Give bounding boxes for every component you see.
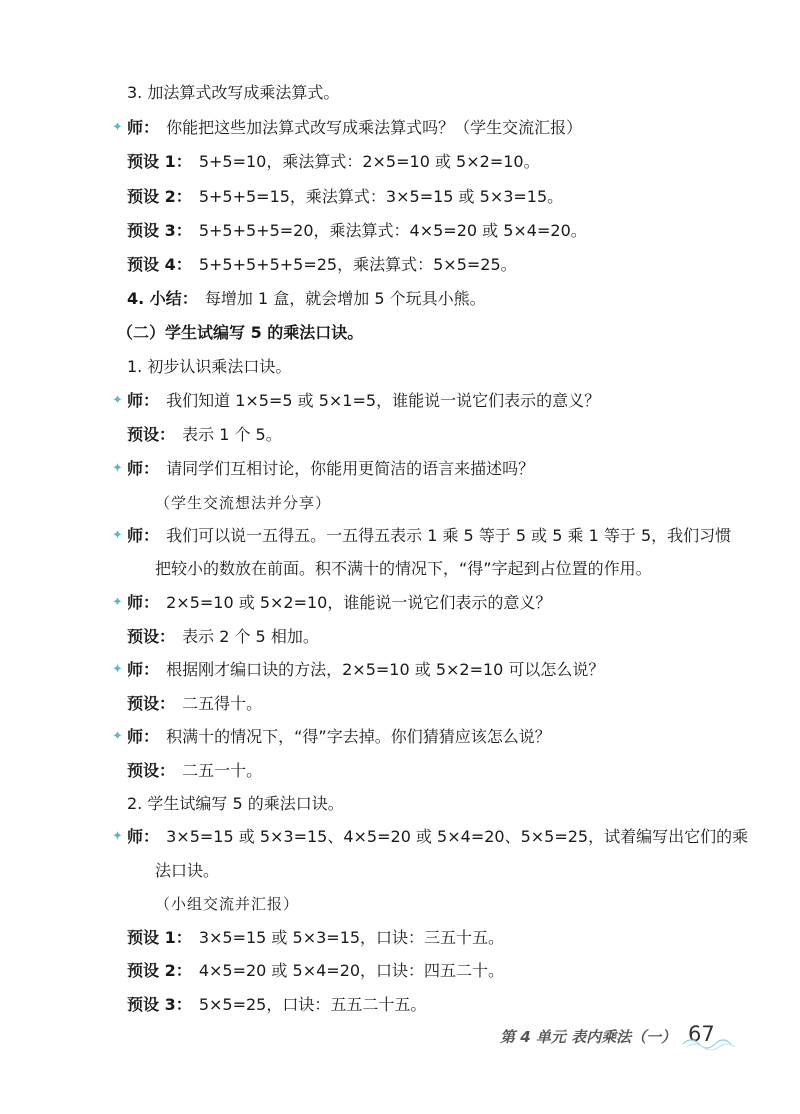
teacher-marker-icon: ✦	[112, 829, 123, 844]
preset-label: 预设 3：	[127, 221, 192, 240]
preset-line	[127, 220, 587, 242]
teacher-line	[127, 659, 604, 681]
text: 5+5=10，乘法算式：2×5=10 或 5×2=10。	[198, 152, 540, 171]
speaker-label: 师：	[127, 593, 160, 612]
teacher-marker-icon: ✦	[112, 461, 123, 476]
preset-label: 预设：	[127, 694, 176, 713]
text: 每增加 1 盒，就会增加 5 个玩具小熊。	[204, 289, 486, 308]
text: 1. 初步认识乘法口诀。	[127, 357, 292, 376]
section-heading	[117, 322, 363, 344]
page-number: 67	[688, 1022, 715, 1046]
text: 3. 加法算式改写成乘法算式。	[127, 83, 340, 102]
teacher-line-continuation	[155, 860, 219, 882]
teacher-line	[127, 117, 582, 139]
text: 把较小的数放在前面。积不满十的情况下，“得”字起到占位置的作用。	[155, 559, 652, 578]
text: （小组交流并汇报）	[155, 895, 300, 913]
preset-line	[127, 424, 282, 446]
preset-line	[127, 927, 504, 949]
text: 2×5=10 或 5×2=10，谁能说一说它们表示的意义？	[166, 593, 552, 612]
text: 根据刚才编口诀的方法，2×5=10 或 5×2=10 可以怎么说？	[166, 660, 605, 679]
teacher-marker-icon: ✦	[112, 393, 123, 408]
summary-line	[127, 288, 486, 310]
text: 3×5=15 或 5×3=15，口诀：三五十五。	[198, 928, 505, 947]
text: 你能把这些加法算式改写成乘法算式吗？（学生交流汇报）	[166, 118, 583, 137]
text: 表示 1 个 5。	[182, 425, 282, 444]
preset-label: 预设：	[127, 761, 176, 780]
preset-line	[127, 626, 319, 648]
text: 3×5=15 或 5×3=15、4×5=20 或 5×4=20、5×5=25，试着编写出它们的乘	[166, 827, 749, 846]
teacher-line	[127, 826, 748, 848]
speaker-label: 师：	[127, 118, 160, 137]
text: 积满十的情况下，“得”字去掉。你们猜猜应该怎么说？	[166, 727, 551, 746]
text: 5+5+5+5+5=25，乘法算式：5×5=25。	[198, 255, 517, 274]
preset-line	[127, 254, 517, 276]
teacher-marker-icon: ✦	[112, 528, 123, 543]
preset-label: 预设：	[127, 627, 176, 646]
activity-note	[155, 492, 331, 514]
preset-label: 预设 1：	[127, 152, 192, 171]
activity-note	[155, 893, 299, 915]
teacher-marker-icon: ✦	[112, 729, 123, 744]
speaker-label: 师：	[127, 391, 160, 410]
subsection-heading	[127, 356, 291, 378]
text: 5+5+5+5=20，乘法算式：4×5=20 或 5×4=20。	[198, 221, 587, 240]
text: 二五得十。	[182, 694, 263, 713]
preset-label: 预设 2：	[127, 187, 192, 206]
preset-label: 预设 2：	[127, 961, 192, 980]
text: （学生交流想法并分享）	[155, 494, 332, 512]
text: 2. 学生试编写 5 的乘法口诀。	[127, 794, 344, 813]
teacher-marker-icon: ✦	[112, 595, 123, 610]
preset-line	[127, 186, 563, 208]
text: （二）学生试编写 5 的乘法口诀。	[117, 323, 364, 342]
teacher-line	[127, 592, 551, 614]
preset-label: 预设 3：	[127, 995, 192, 1014]
preset-line	[127, 960, 504, 982]
preset-line	[127, 760, 262, 782]
teacher-line-continuation	[155, 558, 652, 580]
speaker-label: 师：	[127, 727, 160, 746]
text: 5×5=25，口诀：五五二十五。	[198, 995, 427, 1014]
teacher-line	[127, 726, 551, 748]
text: 我们可以说一五得五。一五得五表示 1 乘 5 等于 5 或 5 乘 1 等于 5，我们习惯	[166, 526, 732, 545]
text: 5+5+5=15，乘法算式：3×5=15 或 5×3=15。	[198, 187, 564, 206]
summary-label: 4. 小结：	[127, 289, 198, 308]
teacher-line	[127, 525, 731, 547]
speaker-label: 师：	[127, 459, 160, 478]
teacher-marker-icon: ✦	[112, 662, 123, 677]
preset-label: 预设：	[127, 425, 176, 444]
preset-label: 预设 1：	[127, 928, 192, 947]
wave-decoration-icon	[681, 1034, 741, 1050]
text: 我们知道 1×5=5 或 5×1=5，谁能说一说它们表示的意义？	[166, 391, 601, 410]
teacher-marker-icon: ✦	[112, 120, 123, 135]
preset-line	[127, 693, 262, 715]
preset-line	[127, 151, 540, 173]
text: 请同学们互相讨论，你能用更简洁的语言来描述吗？	[166, 459, 535, 478]
footer-unit-title: 第 4 单元 表内乘法（一）	[500, 1028, 677, 1046]
text: 二五一十。	[182, 761, 263, 780]
text: 4×5=20 或 5×4=20，口诀：四五二十。	[198, 961, 505, 980]
preset-label: 预设 4：	[127, 255, 192, 274]
subsection-heading	[127, 793, 344, 815]
speaker-label: 师：	[127, 526, 160, 545]
subsection-heading	[127, 82, 339, 104]
speaker-label: 师：	[127, 827, 160, 846]
preset-line	[127, 994, 426, 1016]
speaker-label: 师：	[127, 660, 160, 679]
text: 法口诀。	[155, 861, 220, 880]
teacher-line	[127, 390, 600, 412]
teacher-line	[127, 458, 534, 480]
text: 表示 2 个 5 相加。	[182, 627, 319, 646]
